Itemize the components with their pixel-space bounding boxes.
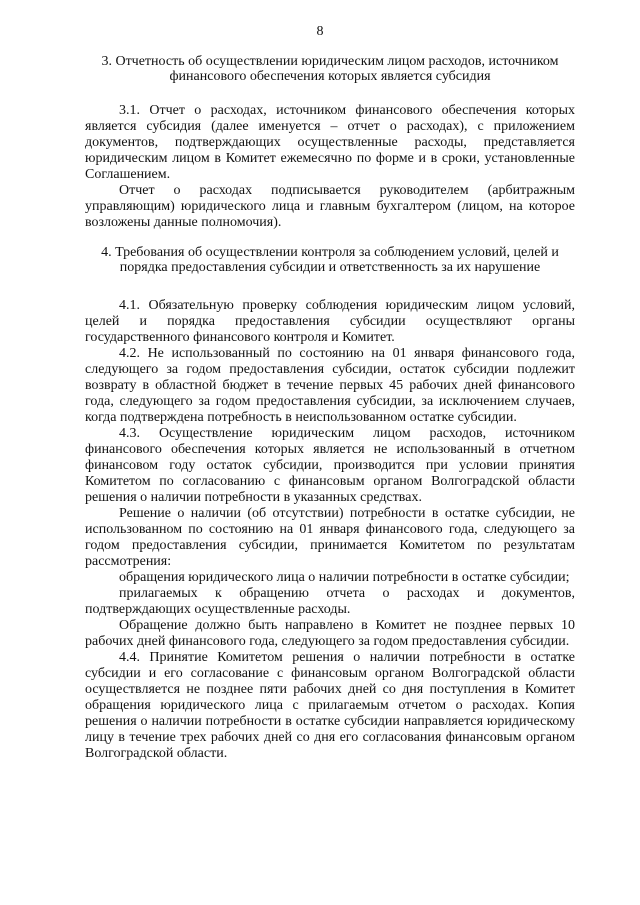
paragraph-4-3-deadline: Обращение должно быть направлено в Комитет не позднее первых 10 рабочих дней финансового года, следующего за годом предоставления субсидии. xyxy=(85,618,575,649)
paragraph-3-1: 3.1. Отчет о расходах, источником финансового обеспечения которых является субсидия (далее именуется – отчет о расходах), с приложением документов, подтверждающих осуществленные расходы, представляется юридическим лицом в Комитет ежемесячно по форме и в сроки, установленные Соглашением. xyxy=(85,103,575,182)
paragraph-4-3: 4.3. Осуществление юридическим лицом расходов, источником финансового обеспечения которых является не использованный в отчетном финансовом году остаток субсидии, производится при условии принятия Комитетом по согласованию с финансовым органом Волгоградской области решения о наличии потребности в указанных средствах. xyxy=(85,426,575,505)
document-body xyxy=(85,54,575,762)
paragraph-3-1-signature: Отчет о расходах подписывается руководителем (арбитражным управляющим) юридического лица и главным бухгалтером (лицом, на которое возложены данные полномочия). xyxy=(85,183,575,230)
paragraph-4-2: 4.2. Не использованный по состоянию на 01 января финансового года, следующего за годом предоставления субсидии, остаток субсидии подлежит возврату в областной бюджет в течение первых 45 рабочих дней финансового года, следующего за годом предоставления субсидии, за исключением случаев, когда подтверждена потребность в неиспользованном остатке субсидии. xyxy=(85,346,575,425)
section-3-heading: 3. Отчетность об осуществлении юридическим лицом расходов, источником финансового обеспечения которых является субсидия xyxy=(101,54,559,84)
section-4-heading: 4. Требования об осуществлении контроля за соблюдением условий, целей и порядка предоставления субсидии и ответственность за их нарушение xyxy=(101,245,559,275)
paragraph-4-3-item-appeal: обращения юридического лица о наличии потребности в остатке субсидии; xyxy=(119,570,570,585)
paragraph-4-4: 4.4. Принятие Комитетом решения о наличии потребности в остатке субсидии и его согласование с финансовым органом Волгоградской области осуществляется не позднее пяти рабочих дней со дня поступления в Комитет обращения юридического лица с прилагаемым отчетом о расходах. Копия решения о наличии потребности в остатке субсидии направляется юридическому лицу в течение трех рабочих дней со дня его согласования финансовым органом Волгоградской области. xyxy=(85,650,575,761)
paragraph-4-1: 4.1. Обязательную проверку соблюдения юридическим лицом условий, целей и порядка предоставления субсидии осуществляют органы государственного финансового контроля и Комитет. xyxy=(85,298,575,345)
page-number: 8 xyxy=(316,24,324,39)
paragraph-4-3-item-report: прилагаемых к обращению отчета о расходах и документов, подтверждающих осуществленные расходы. xyxy=(85,586,575,617)
paragraph-4-3-decision: Решение о наличии (об отсутствии) потребности в остатке субсидии, не использованном по состоянию на 01 января финансового года, следующего за годом предоставления субсидии, принимается Комитетом по результатам рассмотрения: xyxy=(85,506,575,569)
